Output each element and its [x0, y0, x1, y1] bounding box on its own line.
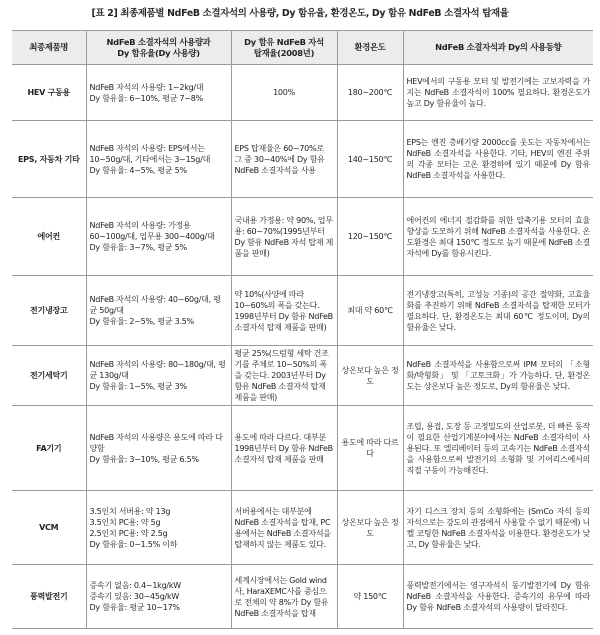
- usage-cell: [86, 491, 231, 565]
- usage-line: NdFeB 자석의 사용량은 용도에 따라 다양함: [89, 432, 223, 453]
- usage-cell: [86, 346, 231, 406]
- rate-cell: 용도에 따라 다르다. 대부분 1998년부터 Dy 함유 NdFeB 소결자석 탑재 제품을 판매: [231, 406, 337, 491]
- temp-cell: 140~150℃: [337, 121, 403, 198]
- trend-cell: HEV에서의 구동용 모터 및 발전기에는 고보자력을 가지는 NdFeB 소결자석이 100% 필요하다. 환경온도가 높고 Dy 함유율이 높다.: [403, 65, 593, 121]
- trend-cell: 풍력발전기에서는 영구자석식 동기발전기에 Dy 함유 NdFeB 소결자석을 사용한다. 증속기의 유무에 따라 Dy 함유 NdFeB 소결자석의 사용량이 달라진다.: [403, 565, 593, 629]
- temp-cell: 180~200℃: [337, 65, 403, 121]
- header-usage: [86, 31, 231, 65]
- header-product: 최종제품명: [12, 31, 86, 65]
- table-row: [12, 565, 593, 629]
- temp-cell: 상온보다 높은 정도: [337, 491, 403, 565]
- usage-line: 증속기 있음: 30~45g/kW: [89, 592, 180, 601]
- table-row: [12, 491, 593, 565]
- header-usage-line: Dy 함유율(Dy 사용량): [117, 47, 200, 58]
- rate-cell: 세계시장에서는 Gold wind사, HaraXEMC사를 중심으로 전체의 약 8%가 Dy 함유 NdFeB 소결자석을 탑재: [231, 565, 337, 629]
- product-name: EPS, 자동차 기타: [12, 121, 86, 198]
- trend-cell: NdFeB 소결자석을 사용함으로써 IPM 모터의 「소형화/박형화」 및 「고토크화」가 가능하다. 단, 환경온도는 상온보다 높은 정도로, Dy의 함유율은 낮다.: [403, 346, 593, 406]
- header-row: [12, 31, 593, 65]
- usage-line: NdFeB 자석의 사용량: 80~180g/대, 평균 130g/대: [89, 360, 226, 380]
- usage-line: NdFeB 자석의 사용량: 1~2kg/대: [89, 82, 204, 92]
- header-usage-line: NdFeB 소결자석의 사용량과: [106, 36, 211, 47]
- usage-line: NdFeB 자석의 사용량: 가정용 60~100g/대, 업무용 300~400g/대: [89, 221, 215, 241]
- rate-cell: 100%: [231, 65, 337, 121]
- header-trend: NdFeB 소결자석과 Dy의 사용동향: [403, 31, 593, 65]
- usage-line: Dy 함유율: 평균 10~17%: [89, 603, 180, 612]
- usage-line: 3.5인치 PC용: 약 5g: [89, 517, 161, 527]
- temp-cell: 용도에 따라 다르다: [337, 406, 403, 491]
- header-rate: [231, 31, 337, 65]
- usage-line: 3.5인치 서버용: 약 13g: [89, 506, 171, 516]
- usage-line: 2.5인치 PC용: 약 2.5g: [89, 528, 168, 538]
- usage-line: Dy 함유율: 6~10%, 평균 7~8%: [89, 93, 204, 103]
- rate-cell: EPS 탑재율은 60~70%로 그 중 30~40%에 Dy 함유 NdFeB 소결자석을 사용: [231, 121, 337, 198]
- usage-line: 증속기 없음: 0.4~1kg/kW: [89, 581, 181, 590]
- trend-cell: 조립, 용접, 도장 등 고정밀도의 산업로봇, 더 빠른 동작이 필요한 산업기계분야에서는 NdFeB 소결자석이 사용된다. 또 엘리베이터 등의 고속기는 NdFeB 소결자석을 사용함으로써 발전기의 소형화 및 기어리스에서의 직접 구동이 가능해진다.: [403, 406, 593, 491]
- header-rate-line: 탑재율(2008년): [253, 47, 315, 58]
- usage-line: Dy 함유율: 4~5%, 평균 5%: [89, 165, 187, 175]
- table-row: [12, 198, 593, 276]
- usage-line: NdFeB 자석의 사용량: 40~60g/대, 평균 50g/대: [89, 295, 221, 315]
- usage-cell: [86, 65, 231, 121]
- usage-line: Dy 함유율: 3~7%, 평균 5%: [89, 243, 187, 252]
- usage-cell: [86, 121, 231, 198]
- product-name: 에어컨: [12, 198, 86, 276]
- product-name: FA기기: [12, 406, 86, 491]
- usage-cell: [86, 406, 231, 491]
- product-name: 풍력발전기: [12, 565, 86, 629]
- product-name: 전기세탁기: [12, 346, 86, 406]
- table-caption: [표 2] 최종제품별 NdFeB 소결자석의 사용량, Dy 함유율, 환경온도, Dy 함유 NdFeB 소결자석 탑재율: [91, 8, 509, 19]
- rate-cell: 약 10%(사양에 따라 10~60%의 폭을 갖는다. 1998년부터 Dy 함유 NdFeB 소결자석 탑재 제품을 판매): [231, 276, 337, 346]
- usage-line: Dy 함유율: 0~1.5% 이하: [89, 539, 178, 549]
- temp-cell: 최대 약 60℃: [337, 276, 403, 346]
- trend-cell: EPS는 엔진 총배기량 2000cc를 웃도는 자동차에서는 NdFeB 소결자석을 사용한다. 기타, HEV의 엔진 주위의 각종 모터는 고온 환경하에 있기 때문에 Dy 함유 NdFeB 소결자석을 사용한다.: [403, 121, 593, 198]
- temp-cell: 상온보다 높은 정도: [337, 346, 403, 406]
- table-row: [12, 406, 593, 491]
- rate-cell: 국내용 가정용: 약 90%, 업무용: 60~70%(1995년부터 Dy 함유 NdFeB 자석 탑재 제품을 판매): [231, 198, 337, 276]
- temp-cell: 120~150℃: [337, 198, 403, 276]
- usage-cell: [86, 198, 231, 276]
- product-name: HEV 구동용: [12, 65, 86, 121]
- trend-cell: 에어컨의 에너지 절감화를 위한 압축기용 모터의 효율향상을 도모하기 위해 NdFeB 소결자석을 사용한다. 온도환경은 최대 150℃ 정도로 높기 때문에 NdFeB 소결자석에 Dy를 함유시킨다.: [403, 198, 593, 276]
- table-row: [12, 65, 593, 121]
- trend-cell: 자기 디스크 장치 등의 소형화에는 (SmCo 자석 등의 자석으로는 강도의 관점에서 사용할 수 없기 때문에) 니켈 코팅한 NdFeB 소결자석을 이용한다. 환경온도가 낮고, Dy 함유율은 낮다.: [403, 491, 593, 565]
- product-name: 전기냉장고: [12, 276, 86, 346]
- product-magnet-table: [12, 30, 593, 629]
- usage-line: NdFeB 자석의 사용량: EPS에서는 10~50g/대, 기타에서는 3~15g/대: [89, 143, 211, 164]
- usage-cell: [86, 565, 231, 629]
- trend-cell: 전기냉장고(특히, 고성능 기종)의 공간 절약화, 고효율화를 추진하기 위해 NdFeB 소결자석을 탑재한 모터가 필요하다. 단, 환경온도는 최대 60℃ 정도이며, Dy의 함유율은 낮다.: [403, 276, 593, 346]
- usage-line: Dy 함유율: 1~5%, 평균 3%: [89, 382, 187, 391]
- table-row: [12, 346, 593, 406]
- usage-cell: [86, 276, 231, 346]
- header-temp: 환경온도: [337, 31, 403, 65]
- rate-cell: 서버용에서는 대부분에 NdFeB 소결자석을 탑재, PC용에서는 NdFeB 소결자석을 탑재하지 않는 제품도 있다.: [231, 491, 337, 565]
- rate-cell: 평균 25%(드럼형 세탁 건조기를 주체로 10~50%의 폭을 갖는다. 2003년부터 Dy 함유 NdFeB 소결자석 탑재 제품을 판매): [231, 346, 337, 406]
- usage-line: Dy 함유율: 3~10%, 평균 6.5%: [89, 454, 199, 464]
- header-rate-line: Dy 함유 NdFeB 자석: [244, 36, 324, 47]
- table-row: [12, 276, 593, 346]
- table-row: [12, 121, 593, 198]
- temp-cell: 약 150℃: [337, 565, 403, 629]
- usage-line: Dy 함유율: 2~5%, 평균 3.5%: [89, 317, 195, 326]
- product-name: VCM: [12, 491, 86, 565]
